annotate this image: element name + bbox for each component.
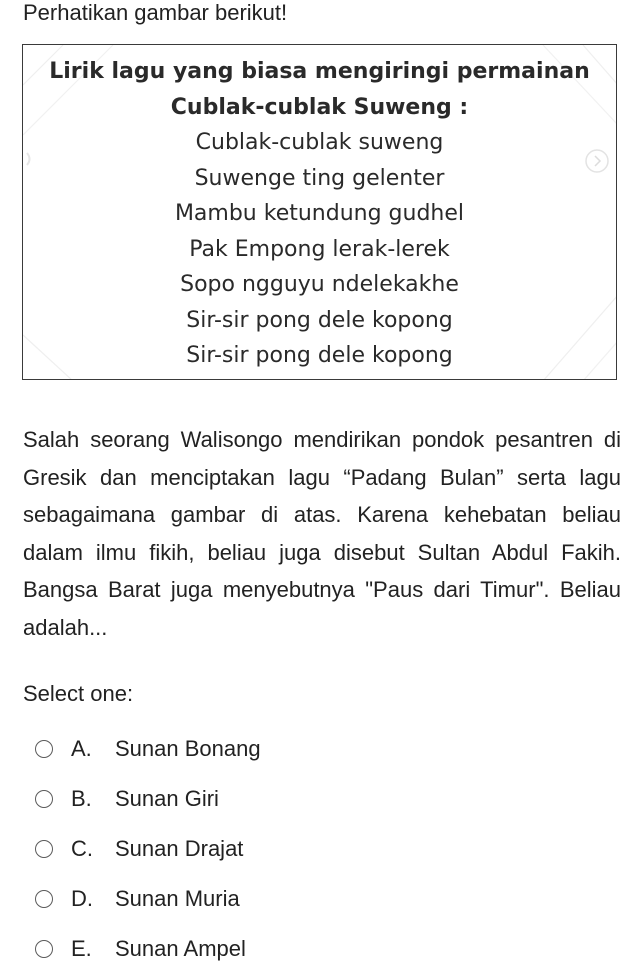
option-letter: A. (71, 736, 92, 761)
lyric-line: Cublak-cublak suweng (195, 130, 444, 155)
option-c[interactable] (35, 824, 435, 874)
intro-text: Perhatikan gambar berikut! (23, 0, 288, 25)
option-letter: D. (71, 886, 93, 911)
radio-button[interactable] (35, 890, 53, 908)
lyrics-image (22, 44, 617, 380)
question-text: Salah seorang Walisongo mendirikan pondok pesantren di Gresik dan menciptakan lagu “Padang Bulan” serta lagu sebagaimana gambar di atas. Karena kehebatan beliau dalam ilmu fikih, beliau juga disebut Sultan Abdul Fakih. Bangsa Barat juga menyebutnya "Paus dari Timur". Beliau adalah... (23, 427, 621, 640)
lyric-line: Pak Empong lerak-lerek (189, 236, 450, 262)
lyric-line: Sir-sir pong dele kopong (186, 343, 453, 368)
radio-button[interactable] (35, 740, 53, 758)
option-a[interactable] (35, 724, 435, 774)
lyrics-title-line-2: Cublak-cublak Suweng : (170, 94, 469, 120)
option-letter: E. (71, 936, 92, 961)
option-letter: B. (71, 786, 92, 811)
option-text: Sunan Giri (115, 786, 219, 811)
radio-button[interactable] (35, 940, 53, 958)
radio-button[interactable] (35, 790, 53, 808)
lyrics-lines (23, 54, 616, 374)
radio-button[interactable] (35, 840, 53, 858)
lyric-line: Mambu ketundung gudhel (174, 201, 465, 226)
lyrics-title-line-1: Lirik lagu yang biasa mengiringi permainan (49, 59, 590, 84)
lyric-line: Suwenge ting gelenter (194, 165, 445, 191)
option-text: Sunan Muria (115, 886, 240, 911)
option-d[interactable] (35, 874, 435, 924)
option-text: Sunan Ampel (115, 936, 246, 961)
option-text: Sunan Bonang (115, 736, 261, 761)
lyric-line: Sopo ngguyu ndelekakhe (180, 272, 459, 297)
lyric-line: Sir-sir pong dele kopong (186, 307, 453, 333)
answer-options (35, 724, 435, 974)
option-e[interactable] (35, 924, 435, 974)
option-letter: C. (71, 836, 93, 861)
option-text: Sunan Drajat (115, 836, 244, 861)
select-one-label: Select one: (23, 681, 134, 706)
option-b[interactable] (35, 774, 435, 824)
